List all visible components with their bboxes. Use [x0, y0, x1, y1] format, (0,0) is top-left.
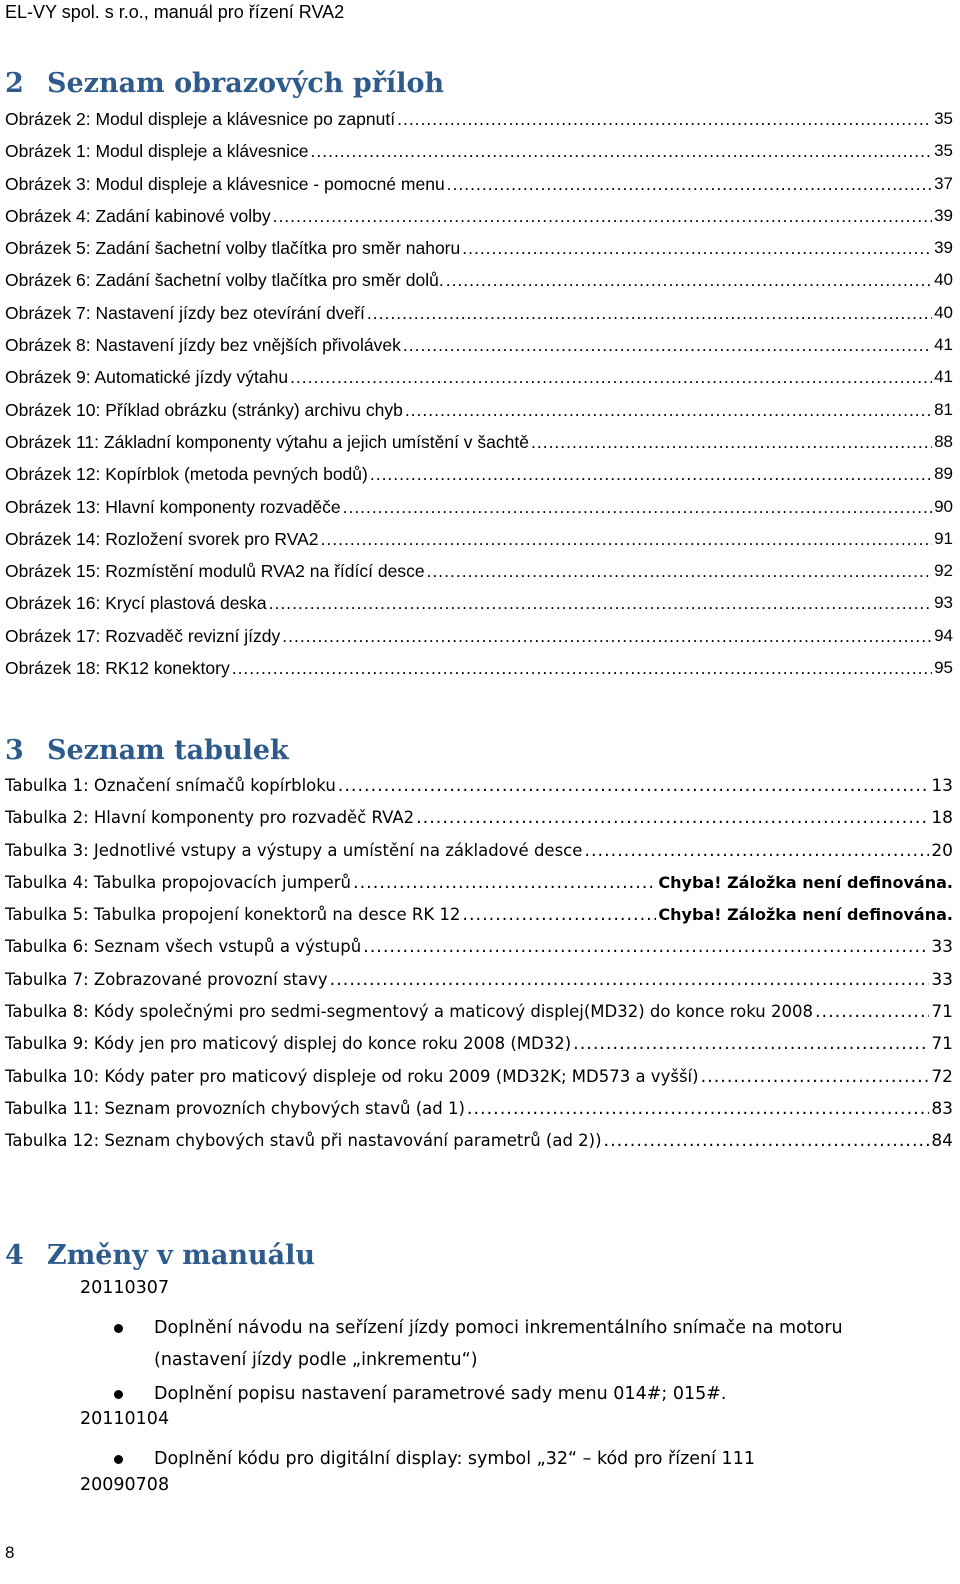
toc-entry-page: Chyba! Záložka není definována.	[658, 905, 953, 925]
toc-leader-dots	[282, 620, 932, 652]
toc-entry-page: 33	[931, 937, 953, 958]
toc-entry[interactable]	[5, 200, 953, 232]
change-date: 20110104	[80, 1409, 170, 1429]
toc-entry-page: 92	[934, 561, 953, 581]
toc-leader-dots	[405, 394, 932, 426]
toc-entry-page: 41	[934, 367, 953, 387]
toc-entry-title: Obrázek 14: Rozložení svorek pro RVA2	[5, 528, 319, 549]
toc-entry-page: 88	[934, 431, 953, 451]
toc-entry-page: 37	[934, 173, 953, 193]
toc-entry[interactable]	[5, 103, 953, 135]
toc-entry[interactable]	[5, 835, 953, 867]
toc-entry[interactable]	[5, 899, 953, 931]
toc-entry[interactable]	[5, 1093, 953, 1125]
toc-entry[interactable]	[5, 491, 953, 523]
toc-leader-dots	[273, 200, 933, 232]
toc-entry-title: Obrázek 11: Základní komponenty výtahu a jejich umístění v šachtě	[5, 431, 529, 452]
toc-entry-title: Obrázek 17: Rozvaděč revizní jízdy	[5, 625, 281, 646]
toc-leader-dots	[815, 996, 929, 1028]
toc-entry-title: Tabulka 7: Zobrazované provozní stavy	[5, 969, 328, 989]
toc-entry-title: Obrázek 7: Nastavení jízdy bez otevírání dveří	[5, 302, 365, 323]
toc-entry[interactable]	[5, 168, 953, 200]
toc-entry[interactable]	[5, 1125, 953, 1157]
toc-entry-page: 39	[934, 205, 953, 225]
toc-entry[interactable]	[5, 652, 953, 684]
toc-entry-page: 35	[934, 141, 953, 161]
toc-entry-title: Tabulka 11: Seznam provozních chybových stavů (ad 1)	[5, 1098, 465, 1118]
toc-entry-page: 33	[931, 969, 953, 990]
toc-entry[interactable]	[5, 867, 953, 899]
toc-entry-title: Obrázek 10: Příklad obrázku (stránky) archivu chyb	[5, 399, 403, 420]
toc-entry[interactable]	[5, 394, 953, 426]
toc-entry[interactable]	[5, 770, 953, 802]
toc-entry-page: 18	[931, 808, 953, 829]
toc-entry-title: Tabulka 9: Kódy jen pro maticový displej do konce roku 2008 (MD32)	[5, 1034, 572, 1054]
change-text: Doplnění popisu nastavení parametrové sady menu 014#; 015#.	[154, 1384, 727, 1404]
toc-leader-dots	[462, 232, 932, 264]
toc-entry-title: Tabulka 10: Kódy pater pro maticový displeje od roku 2009 (MD32K; MD573 a vyšší)	[5, 1066, 699, 1086]
section-title: Změny v manuálu	[47, 1240, 315, 1271]
toc-entry[interactable]	[5, 361, 953, 393]
toc-entry-page: 41	[934, 335, 953, 355]
toc-entry-page: Chyba! Záložka není definována.	[658, 872, 953, 892]
toc-entry[interactable]	[5, 587, 953, 619]
toc-leader-dots	[427, 555, 933, 587]
toc-entry-page: 13	[931, 776, 953, 796]
toc-entry[interactable]	[5, 555, 953, 587]
toc-entry-page: 72	[931, 1066, 953, 1087]
page-number: 8	[5, 1543, 15, 1562]
section-heading-tables	[5, 735, 289, 766]
toc-entry-page: 81	[934, 399, 953, 419]
toc-leader-dots	[462, 899, 656, 931]
toc-entry-page: 91	[934, 528, 953, 548]
toc-entry-title: Obrázek 8: Nastavení jízdy bez vnějších přivolávek	[5, 335, 401, 356]
toc-entry-page: 89	[934, 464, 953, 484]
toc-entry-page: 93	[934, 593, 953, 613]
toc-entry-title: Tabulka 12: Seznam chybových stavů při nastavování parametrů (ad 2))	[5, 1131, 602, 1151]
toc-leader-dots	[269, 587, 932, 619]
toc-entry-page: 95	[934, 658, 953, 678]
toc-entry[interactable]	[5, 232, 953, 264]
toc-entry-title: Obrázek 9: Automatické jízdy výtahu	[5, 367, 289, 388]
toc-entry-title: Obrázek 1: Modul displeje a klávesnice	[5, 141, 309, 162]
toc-leader-dots	[367, 297, 932, 329]
toc-entry-title: Tabulka 8: Kódy společnými pro sedmi-segmentový a maticový displej(MD32) do konce roku 2008	[5, 1002, 813, 1022]
toc-leader-dots	[343, 491, 932, 523]
toc-entry-title: Obrázek 2: Modul displeje a klávesnice po zapnutí	[5, 109, 396, 129]
toc-entry-page: 90	[934, 496, 953, 516]
toc-entry-title: Obrázek 6: Zadání šachetní volby tlačítka pro směr dolů.	[5, 270, 444, 291]
toc-entry-title: Obrázek 15: Rozmístění modulů RVA2 na řídící desce	[5, 561, 425, 582]
toc-entry-page: 83	[931, 1098, 953, 1119]
toc-entry-title: Obrázek 4: Zadání kabinové volby	[5, 205, 271, 226]
toc-leader-dots	[403, 329, 932, 361]
toc-leader-dots	[232, 652, 932, 684]
toc-entry-page: 71	[931, 1034, 953, 1055]
toc-entry-page: 20	[931, 840, 953, 861]
toc-entry[interactable]	[5, 264, 953, 296]
section-number: 3	[5, 735, 24, 766]
toc-entry-page: 35	[934, 109, 953, 128]
toc-entry-title: Obrázek 5: Zadání šachetní volby tlačítka pro směr nahoru	[5, 238, 461, 259]
toc-entry[interactable]	[5, 135, 953, 167]
toc-entry[interactable]	[5, 523, 953, 555]
toc-leader-dots	[446, 264, 932, 296]
toc-entry[interactable]	[5, 620, 953, 652]
toc-leader-dots	[447, 168, 932, 200]
toc-entry-title: Obrázek 12: Kopírblok (metoda pevných bodů)	[5, 464, 368, 485]
toc-leader-dots	[330, 964, 930, 996]
toc-entry-title: Tabulka 5: Tabulka propojení konektorů na desce RK 12	[5, 905, 461, 925]
toc-entry[interactable]	[5, 996, 953, 1028]
toc-entry-page: 94	[934, 625, 953, 645]
toc-entry-title: Obrázek 18: RK12 konektory	[5, 658, 230, 679]
change-text: Doplnění návodu na seřízení jízdy pomoci inkrementálního snímače na motoru (nastavení jízdy podle „inkrementu“)	[154, 1318, 843, 1370]
figures-list	[5, 103, 953, 684]
toc-leader-dots	[363, 931, 929, 963]
toc-entry-title: Tabulka 2: Hlavní komponenty pro rozvaděč RVA2	[5, 808, 415, 828]
toc-entry[interactable]	[5, 931, 953, 963]
toc-entry[interactable]	[5, 964, 953, 996]
toc-entry[interactable]	[5, 426, 953, 458]
toc-leader-dots	[311, 135, 933, 167]
toc-entry-title: Obrázek 3: Modul displeje a klávesnice - pomocné menu	[5, 173, 445, 194]
toc-entry[interactable]	[5, 1061, 953, 1093]
toc-leader-dots	[584, 835, 929, 867]
section-number: 2	[5, 68, 24, 99]
bullet-icon	[114, 1390, 123, 1399]
toc-leader-dots	[353, 867, 656, 899]
toc-leader-dots	[531, 426, 932, 458]
change-date: 20110307	[80, 1278, 170, 1298]
toc-leader-dots	[321, 523, 933, 555]
toc-entry-title: Obrázek 16: Krycí plastová deska	[5, 593, 267, 614]
toc-leader-dots	[290, 361, 932, 393]
change-text: Doplnění kódu pro digitální display: symbol „32“ – kód pro řízení 111	[154, 1449, 755, 1469]
section-title: Seznam obrazových příloh	[47, 68, 445, 99]
tables-list	[5, 770, 953, 1158]
toc-entry-page: 84	[931, 1131, 953, 1152]
toc-leader-dots	[338, 770, 930, 802]
toc-entry-title: Tabulka 1: Označení snímačů kopírbloku	[5, 776, 336, 795]
toc-leader-dots	[370, 458, 932, 490]
section-heading-figures	[5, 68, 444, 99]
running-header: EL-VY spol. s r.o., manuál pro řízení RVA2	[5, 2, 345, 22]
change-date: 20090708	[80, 1475, 170, 1495]
toc-entry-page: 40	[934, 302, 953, 322]
toc-leader-dots	[397, 103, 932, 135]
toc-entry[interactable]	[5, 458, 953, 490]
section-title: Seznam tabulek	[47, 735, 289, 766]
toc-entry-title: Tabulka 3: Jednotlivé vstupy a výstupy a umístění na základové desce	[5, 840, 583, 860]
toc-entry[interactable]	[5, 802, 953, 834]
toc-entry-title: Tabulka 4: Tabulka propojovacích jumperů	[5, 872, 352, 892]
toc-leader-dots	[573, 1028, 929, 1060]
bullet-icon	[114, 1324, 123, 1333]
toc-leader-dots	[701, 1061, 930, 1093]
toc-leader-dots	[604, 1125, 930, 1157]
toc-entry-page: 71	[931, 1002, 953, 1023]
toc-entry[interactable]	[5, 329, 953, 361]
bullet-icon	[114, 1455, 123, 1464]
toc-entry-title: Tabulka 6: Seznam všech vstupů a výstupů	[5, 937, 362, 957]
toc-entry[interactable]	[5, 1028, 953, 1060]
toc-entry-page: 40	[934, 270, 953, 290]
toc-entry-page: 39	[934, 238, 953, 258]
section-number: 4	[5, 1240, 24, 1271]
toc-entry-title: Obrázek 13: Hlavní komponenty rozvaděče	[5, 496, 341, 517]
toc-leader-dots	[467, 1093, 929, 1125]
toc-leader-dots	[416, 802, 929, 834]
section-heading-changes	[5, 1240, 315, 1271]
toc-entry[interactable]	[5, 297, 953, 329]
